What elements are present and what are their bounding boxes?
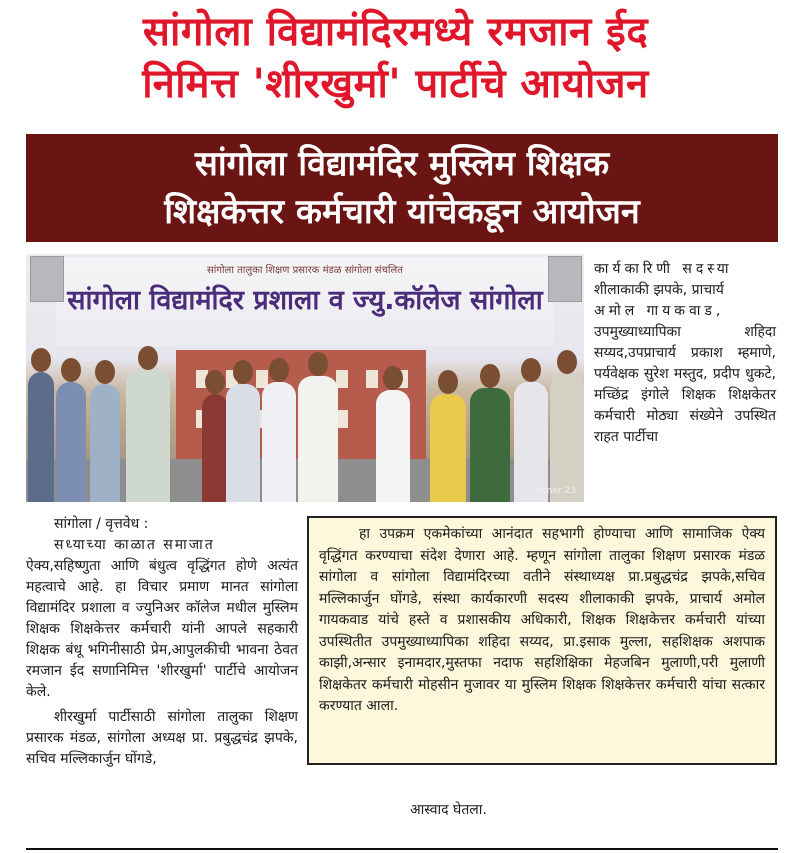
school-banner [56, 258, 554, 346]
headline-line-1: सांगोला विद्यामंदिरमध्ये रमजान ईद [142, 9, 649, 55]
subheadline-banner [26, 134, 778, 242]
tail-text: आस्वाद घेतला. [410, 802, 487, 818]
banner-subtitle: सांगोला तालुका शिक्षण प्रसारक मंडळ सांगोला संचलित [206, 265, 403, 276]
headline-line-2: निमित्त 'शीरखुर्मा' पार्टीचे आयोजन [142, 61, 649, 107]
highlight-box-text: हा उपक्रम एकमेकांच्या आनंदात सहभागी होण्याचा आणि सामाजिक ऐक्य वृद्धिंगत करण्याचा संदेश देणारा आहे. म्हणून सांगोला तालुका शिक्षण प्रसारक मंडळ सांगोला व सांगोला विद्यामंदिरच्या वतीने संस्थाध्यक्ष प्रा.प्रबुद्धचंद्र झपके,सचिव मल्लिकार्जुन घोंगडे, संस्था कार्यकारणी सदस्य शीलाकाकी झपके, प्राचार्य अमोल गायकवाड यांचे हस्ते व प्रशासकीय अधिकारी, शिक्षक शिक्षकेत्तर कर्मचारी यांच्या उपस्थितीत उपमुख्याध्यापिका शहिदा सय्यद, प्रा.इसाक मुल्ला, सहशिक्षक अशपाक काझी,अन्सार इनामदार,मुस्तफा नदाफ सहशिक्षिका मेहजबिन मुलाणी,परी मुलाणी शिक्षकेतर कर्मचारी मोहसीन मुजावर या मुस्लिम शिक्षक शिक्षकेत्तर कर्मचारी यांचा सत्कार करण्यात आला. [319, 526, 765, 714]
headline [10, 6, 781, 110]
right-rest: उपमुख्याध्यापिका शहिदा सय्यद,उपप्राचार्य प्रकाश म्हमाणे, पर्यवेक्षक सुरेश मस्तुद, प्रदीप धुकटे, मच्छिंद्र इंगोले शिक्षक शिक्षकेतर कर्मचारी मोठ्या संख्येने उपस्थित राहत पार्टीचा [594, 324, 776, 445]
person [262, 382, 296, 502]
right-line-1: कार्यकारिणी सदस्या [594, 261, 733, 277]
portrait-right [548, 256, 582, 302]
person [430, 394, 466, 502]
subheadline-line-1: सांगोला विद्यामंदिर मुस्लिम शिक्षक [194, 144, 610, 184]
person [28, 372, 54, 502]
person [202, 394, 228, 502]
bottom-rule [26, 848, 778, 850]
person [376, 390, 410, 502]
highlight-box [307, 516, 777, 765]
right-line-2: शीलाकाकी झपके, प्राचार्य [594, 282, 724, 298]
dateline: सांगोला / वृत्तवेध : [54, 516, 149, 532]
subheadline-line-2: शिक्षकेत्तर कर्मचारी यांचेकडून आयोजन [164, 192, 640, 232]
right-column-text [594, 259, 776, 448]
person [56, 382, 86, 502]
person [514, 382, 548, 502]
person [298, 376, 338, 502]
person [550, 374, 584, 502]
left-column-text [26, 514, 298, 770]
person [126, 370, 170, 502]
person [470, 388, 510, 502]
para1-body: ऐक्य,सहिष्णुता आणि बंधुत्व वृद्धिंगत होणे अत्यंत महत्वाचे आहे. हा विचार प्रमाण मानत सांगोला विद्यामंदिर प्रशाला व ज्युनिअर कॉलेज मधील मुस्लिम शिक्षक शिक्षकेत्तर कर्मचारी यांनी आपले सहकारी शिक्षक बंधू भगिनीसाठी प्रेम,आपुलकीची भावना ठेवत रमजान ईद सणानिमित्त 'शीरखुर्मा' पार्टीचे आयोजन केले. [26, 558, 298, 700]
banner-title: सांगोला विद्यामंदिर प्रशाला व ज्यु.कॉलेज सांगोला [67, 285, 543, 316]
para2: शीरखुर्मा पार्टीसाठी सांगोला तालुका शिक्षण प्रसारक मंडळ, सांगोला अध्यक्ष प्रा. प्रबुद्धचंद्र झपके, सचिव मल्लिकार्जुन घोंगडे, [26, 709, 298, 767]
person [90, 384, 120, 502]
photo-stamp: Owner 23 [532, 486, 576, 496]
person [226, 384, 260, 502]
right-line-3: अमोल गायकवाड, [594, 303, 725, 319]
para1-start: सध्याच्या काळात समाजात [54, 537, 215, 553]
portrait-left [30, 256, 64, 302]
event-photo [26, 254, 584, 502]
